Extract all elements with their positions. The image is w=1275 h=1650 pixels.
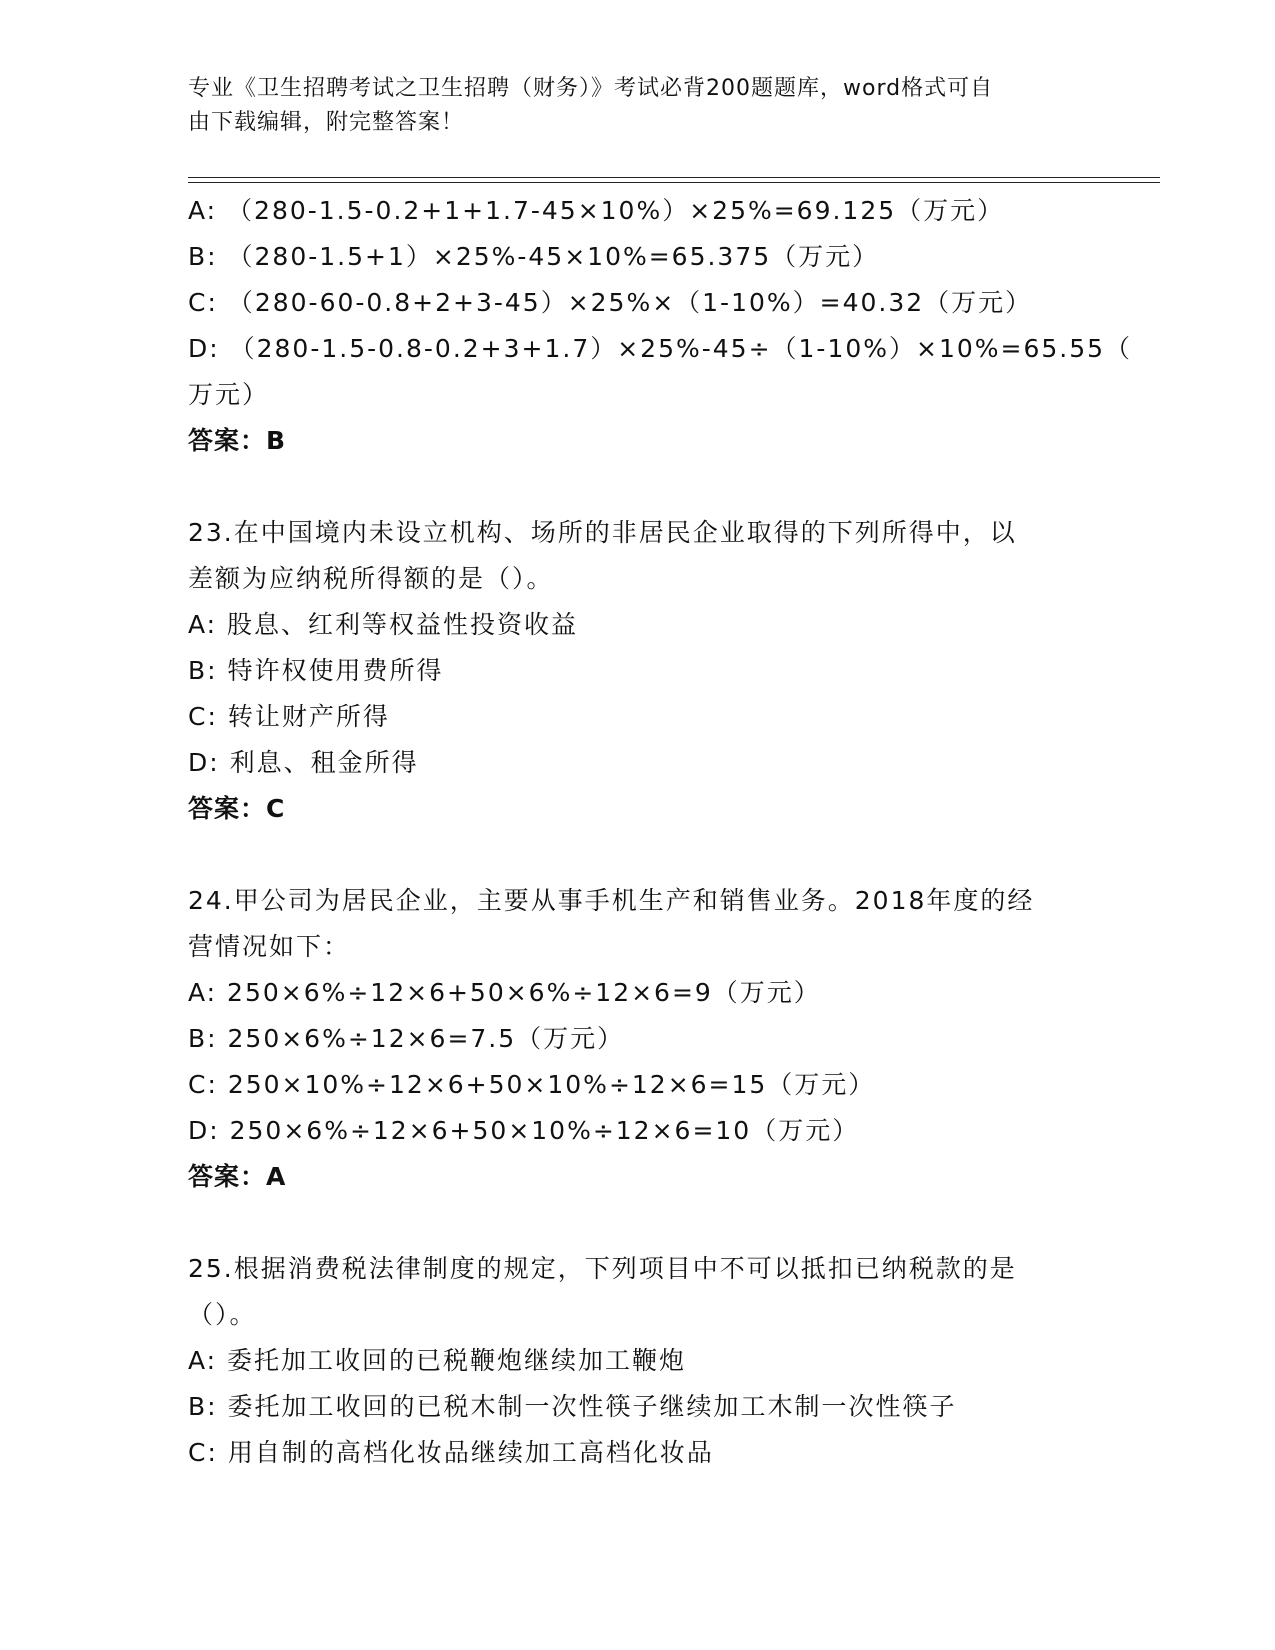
question-25 [188, 1246, 1088, 1476]
option-b: B: 委托加工收回的已税木制一次性筷子继续加工木制一次性筷子 [188, 1392, 957, 1421]
document-header: 专业《卫生招聘考试之卫生招聘（财务）》考试必背200题题库，word格式可自 由下载编辑，附完整答案！ [188, 76, 994, 135]
option-d: D: 250×6%÷12×6+50×10%÷12×6=10（万元） [188, 1116, 860, 1145]
option-b: B: （280-1.5+1）×25%-45×10%=65.375（万元） [188, 242, 880, 271]
question-text: 23.在中国境内未设立机构、场所的非居民企业取得的下列所得中，以 差额为应纳税所得额的是（）。 [188, 518, 1017, 593]
option-d: D: （280-1.5-0.8-0.2+3+1.7）×25%-45÷（1-10%）×10%=65.55（ [188, 334, 1133, 363]
answer: 答案：C [188, 794, 286, 823]
option-d: D: 利息、租金所得 [188, 748, 419, 777]
option-c: C: 用自制的高档化妆品继续加工高档化妆品 [188, 1438, 714, 1467]
option-c: C: 250×10%÷12×6+50×10%÷12×6=15（万元） [188, 1070, 876, 1099]
spacer [188, 464, 1088, 510]
question-text: 25.根据消费税法律制度的规定，下列项目中不可以抵扣已纳税款的是 （）。 [188, 1254, 1017, 1329]
option-a: A: （280-1.5-0.2+1+1.7-45×10%）×25%=69.125（万元） [188, 196, 1005, 225]
spacer [188, 832, 1088, 878]
question-text: 24.甲公司为居民企业，主要从事手机生产和销售业务。2018年度的经 营情况如下： [188, 886, 1035, 961]
header-divider-second [188, 182, 1160, 183]
question-24 [188, 878, 1088, 1200]
answer: 答案：B [188, 426, 287, 455]
header-divider [188, 177, 1160, 178]
document-content [188, 188, 1133, 1476]
question-23 [188, 510, 1088, 832]
option-a: A: 委托加工收回的已税鞭炮继续加工鞭炮 [188, 1346, 687, 1375]
answer: 答案：A [188, 1162, 287, 1191]
prev-question [188, 188, 1133, 464]
option-c: C: 转让财产所得 [188, 702, 390, 731]
option-a: A: 250×6%÷12×6+50×6%÷12×6=9（万元） [188, 978, 821, 1007]
spacer [188, 1200, 1088, 1246]
option-a: A: 股息、红利等权益性投资收益 [188, 610, 579, 639]
option-b: B: 250×6%÷12×6=7.5（万元） [188, 1024, 625, 1053]
option-d-continued: 万元） [188, 380, 270, 409]
option-c: C: （280-60-0.8+2+3-45）×25%×（1-10%）=40.32（万元） [188, 288, 1033, 317]
option-b: B: 特许权使用费所得 [188, 656, 444, 685]
